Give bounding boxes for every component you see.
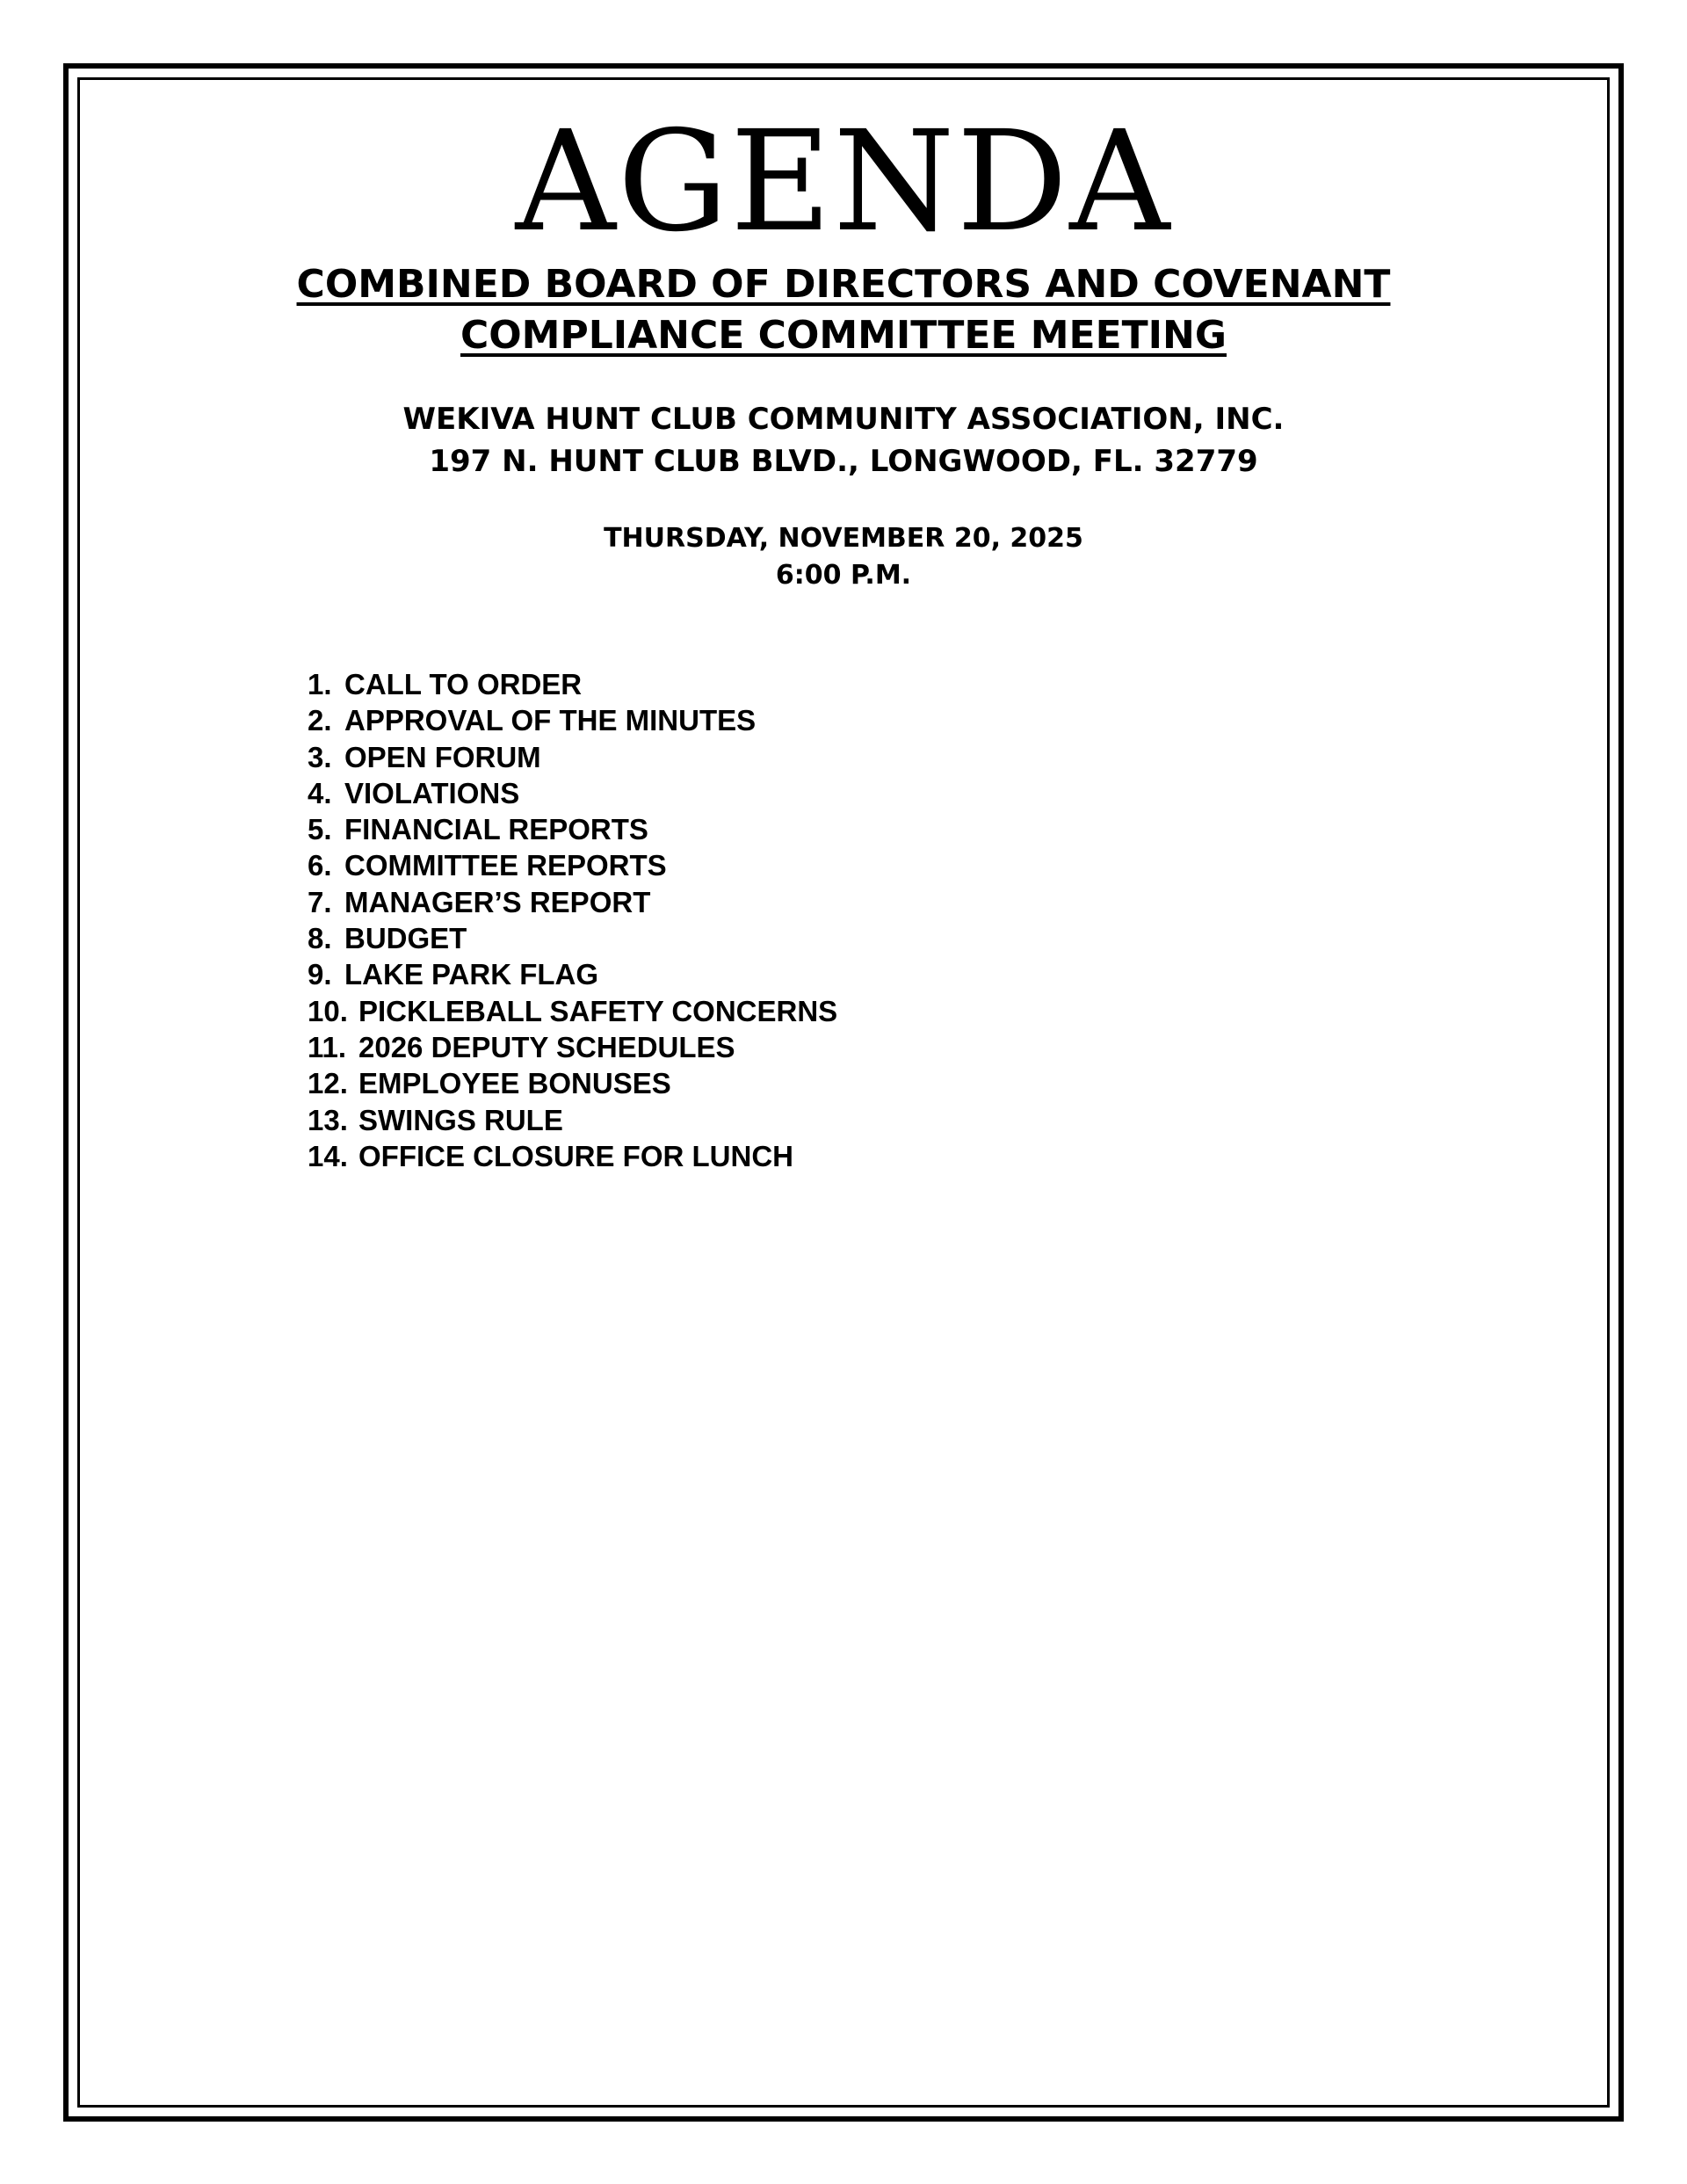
agenda-item-number: 6. [308, 849, 332, 882]
agenda-item-number: 9. [308, 958, 332, 991]
agenda-item [308, 1102, 837, 1138]
meeting-name-line-1 [0, 260, 1687, 309]
meeting-date: THURSDAY, NOVEMBER 20, 2025 [604, 523, 1083, 554]
agenda-item-label: 2026 DEPUTY SCHEDULES [358, 1030, 735, 1063]
agenda-item-number: 7. [308, 885, 332, 918]
agenda-item [308, 739, 837, 775]
agenda-item [308, 811, 837, 847]
agenda-item-number: 10. [308, 994, 348, 1027]
agenda-item-label: OFFICE CLOSURE FOR LUNCH [358, 1139, 793, 1172]
agenda-item-number: 11. [308, 1030, 347, 1063]
agenda-item [308, 956, 837, 992]
agenda-item-label: PICKLEBALL SAFETY CONCERNS [358, 994, 838, 1027]
agenda-item [308, 993, 837, 1029]
agenda-item-number: 8. [308, 922, 332, 955]
agenda-item-number: 5. [308, 813, 332, 846]
agenda-item-label: FINANCIAL REPORTS [344, 813, 648, 846]
agenda-item-label: COMMITTEE REPORTS [344, 849, 667, 882]
agenda-item [308, 920, 837, 956]
meeting-name-line-2 [0, 311, 1687, 360]
agenda-title: AGENDA [515, 101, 1172, 263]
agenda-item-number: 14. [308, 1139, 348, 1172]
agenda-item-number: 2. [308, 704, 332, 737]
agenda-item-label: VIOLATIONS [344, 776, 520, 809]
agenda-item-label: SWINGS RULE [358, 1103, 563, 1136]
meeting-name-line-2-text: COMPLIANCE COMMITTEE MEETING [460, 313, 1227, 358]
agenda-item-label: OPEN FORUM [344, 740, 541, 773]
agenda-item-number: 12. [308, 1067, 348, 1100]
agenda-item [308, 775, 837, 811]
agenda-item [308, 1065, 837, 1101]
agenda-item [308, 884, 837, 920]
agenda-item-label: CALL TO ORDER [344, 668, 583, 700]
agenda-item-number: 1. [308, 668, 332, 700]
agenda-item-label: BUDGET [344, 922, 467, 955]
agenda-item-label: LAKE PARK FLAG [344, 958, 599, 991]
agenda-item-label: MANAGER’S REPORT [344, 885, 651, 918]
agenda-items-list [308, 666, 837, 1174]
agenda-item [308, 1029, 837, 1065]
agenda-item-label: EMPLOYEE BONUSES [358, 1067, 671, 1100]
association-name: WEKIVA HUNT CLUB COMMUNITY ASSOCIATION, INC. [402, 402, 1285, 437]
agenda-item-label: APPROVAL OF THE MINUTES [344, 704, 757, 737]
association-address: 197 N. HUNT CLUB BLVD., LONGWOOD, FL. 32779 [429, 444, 1258, 479]
agenda-item [308, 666, 837, 702]
agenda-item [308, 847, 837, 883]
meeting-time: 6:00 P.M. [775, 560, 912, 591]
meeting-name-line-1-text: COMBINED BOARD OF DIRECTORS AND COVENANT [296, 262, 1391, 307]
agenda-item-number: 4. [308, 776, 332, 809]
agenda-item [308, 1138, 837, 1174]
agenda-item-number: 3. [308, 740, 332, 773]
agenda-item [308, 702, 837, 738]
agenda-item-number: 13. [308, 1103, 348, 1136]
